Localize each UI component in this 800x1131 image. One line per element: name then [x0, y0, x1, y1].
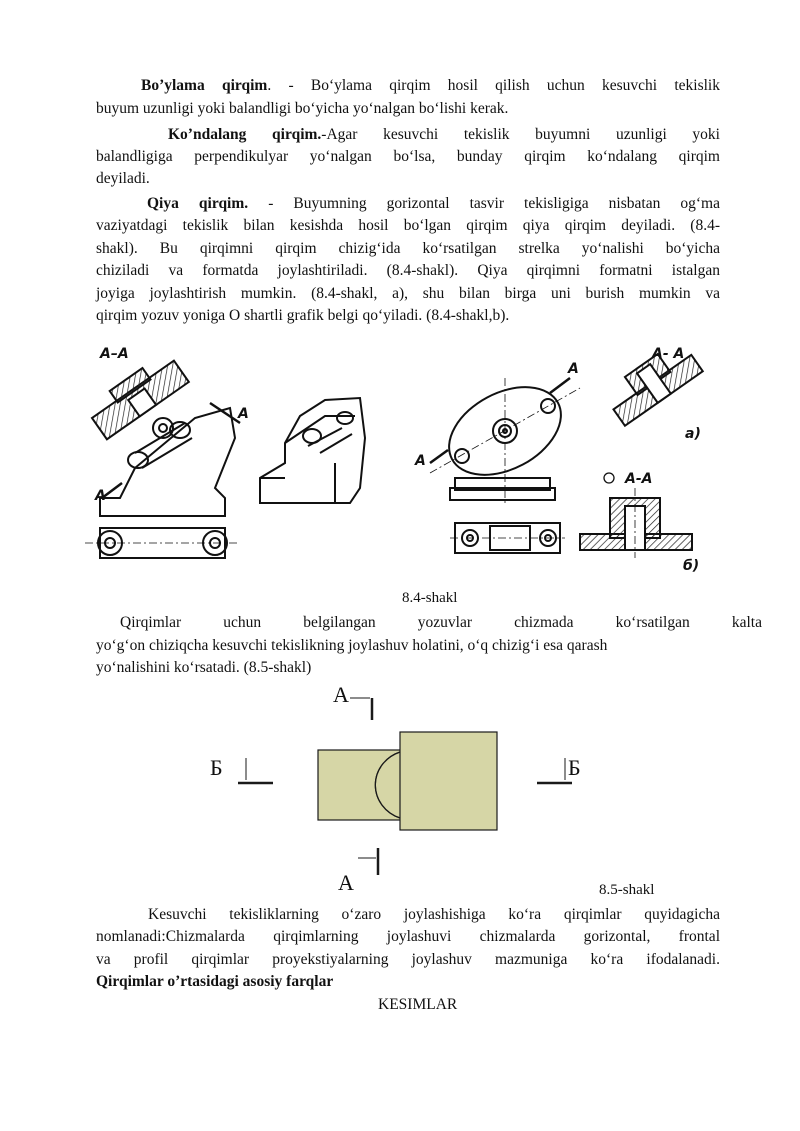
p1-bold-term: Bo’ylama qirqim — [141, 77, 268, 94]
p4-line1: Qirqimlar uchun belgilangan yozuvlar chizmada ko‘rsatilgan kalta — [120, 614, 762, 631]
p5-line1: Kesuvchi tekisliklarning o‘zaro joylashishiga ko‘ra qirqimlar quyidagicha — [148, 906, 720, 923]
fig1-label-a-right-top: A — [568, 361, 579, 377]
fig1-label-aa-left: A–A — [100, 346, 129, 362]
figure-8-5 — [200, 680, 620, 895]
fig2-label-top: A — [333, 682, 349, 707]
fig2-left-block — [318, 750, 408, 820]
figure-8-4 — [80, 338, 720, 588]
figure-8-5-caption: 8.5-shakl — [599, 882, 655, 898]
fig1-label-b: б) — [683, 558, 700, 574]
fig2-right-block — [400, 732, 497, 830]
kesimlar-heading: KESIMLAR — [378, 996, 458, 1013]
p2-text: -Agar kesuvchi tekislik buyumni uzunligi yoki — [321, 126, 720, 143]
fig1-label-a-right-left: A — [415, 453, 426, 469]
fig2-label-right: Б — [568, 755, 581, 780]
p1-text: . - Bo‘ylama qirqim hosil qilish uchun kesuvchi tekislik — [267, 77, 720, 94]
p3-bold-term: Qiya qirqim. — [147, 195, 249, 212]
p3-line2: vaziyatdagi tekislik bilan kesishda hosil bo‘lgan qirqim qiya qirqim deyiladi. (8.4- — [96, 217, 720, 234]
fig2-label-left: Б — [210, 755, 223, 780]
fig1-label-a-arrow: A — [238, 406, 249, 422]
p4-line3: yo‘nalishini ko‘rsatadi. (8.5-shakl) — [96, 659, 312, 676]
p3-line1 — [147, 195, 720, 213]
fig1-label-a: a) — [685, 426, 701, 442]
p2-line3: deyiladi. — [96, 170, 150, 187]
p2-line2: balandligiga perpendikulyar yo‘nalgan bo‘lsa, bunday qirqim ko‘ndalang qirqim — [96, 148, 720, 165]
fig1-label-aa-right: A- A — [652, 346, 685, 362]
p1-line2: buyum uzunligi yoki balandligi bo‘yicha yo‘nalgan bo‘lishi kerak. — [96, 100, 509, 117]
p2-line1 — [168, 126, 720, 144]
p5-line2: nomlanadi:Chizmalarda qirqimlarning joylashuvi chizmalarda gorizontal, frontal — [96, 928, 720, 945]
p5-line3: va profil qirqimlar proyekstiyalarning joylashuv mazmuniga ko‘ra ifodalanadi. — [96, 951, 720, 968]
p3-line4: chiziladi va formatda joylashtiriladi. (8.4-shakl). Qiya qirqimni formatni istalgan — [96, 262, 720, 279]
p4-line2: yo‘g‘on chiziqcha kesuvchi tekislikning joylashuv holatini, o‘q chizig‘i esa qarash — [96, 637, 608, 654]
p5-bold-text: Qirqimlar o’rtasidagi asosiy farqlar — [96, 973, 334, 990]
p2-bold-term: Ko’ndalang qirqim. — [168, 126, 322, 143]
fig1-label-o-aa: A-A — [625, 471, 653, 487]
p3-line5: joyiga joylashtirish mumkin. (8.4-shakl, a), shu bilan birga uni burish mumkin va — [96, 285, 720, 302]
fig1-label-a-small: A — [95, 488, 106, 504]
p3-line6: qirqim yozuv yoniga O shartli grafik belgi qo‘yiladi. (8.4-shakl,b). — [96, 307, 510, 324]
p5-bold-line — [96, 973, 333, 991]
p3-text: - Buyumning gorizontal tasvir tekisligiga nisbatan og‘ma — [248, 195, 720, 212]
p3-line3: shakl). Bu qirqimni qirqim chizig‘ida ko‘rsatilgan strelka yo‘nalishi bo‘yicha — [96, 240, 720, 257]
fig2-label-bottom: A — [338, 870, 354, 895]
figure-8-4-caption: 8.4-shakl — [402, 590, 458, 606]
p1-line1 — [141, 77, 720, 95]
